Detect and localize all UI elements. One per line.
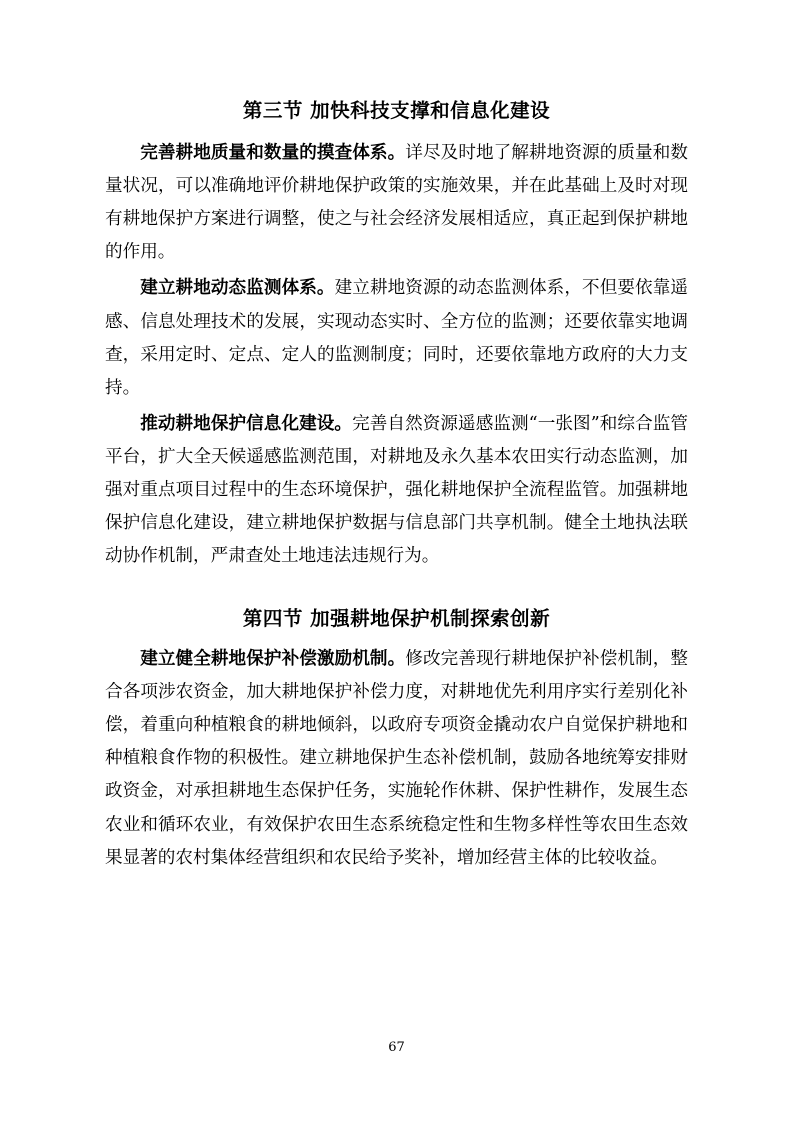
paragraph-3-body: 完善自然资源遥感监测“一张图”和综合监管平台，扩大全天候遥感监测范围，对耕地及永久基本农田实行动态监测，加强对重点项目过程中的生态环境保护，强化耕地保护全流程监管。加强耕地保护信息化建设，建立耕地保护数据与信息部门共享机制。健全土地执法联动协作机制，严肃查处土地违法违规行为。 xyxy=(105,413,688,566)
paragraph-1-lead: 完善耕地质量和数量的摸查体系。 xyxy=(140,142,406,164)
paragraph-3 xyxy=(105,407,688,573)
paragraph-3-lead: 推动耕地保护信息化建设。 xyxy=(140,412,353,434)
paragraph-1-body: 详尽及时地了解耕地资源的质量和数量状况，可以准确地评价耕地保护政策的实施效果，并在此基础上及时对现有耕地保护方案进行调整，使之与社会经济发展相适应，真正起到保护耕地的作用。 xyxy=(105,143,688,263)
paragraph-2-lead: 建立耕地动态监测体系。 xyxy=(140,277,335,299)
page-content xyxy=(105,95,688,877)
paragraph-4 xyxy=(105,642,688,874)
paragraph-1 xyxy=(105,136,688,269)
section-heading-4: 第四节 加强耕地保护机制探索创新 xyxy=(242,607,551,630)
paragraph-4-body: 修改完善现行耕地保护补偿机制，整合各项涉农资金，加大耕地保护补偿力度，对耕地优先利用序实行差别化补偿，着重向种植粮食的耕地倾斜，以政府专项资金撬动农户自觉保护耕地和种植粮食作物的积极性。建立耕地保护生态补偿机制，鼓励各地统筹安排财政资金，对承担耕地生态保护任务，实施轮作休耕、保护性耕作，发展生态农业和循环农业，有效保护农田生态系统稳定性和生物多样性等农田生态效果显著的农村集体经营组织和农民给予奖补，增加经营主体的比较收益。 xyxy=(105,649,688,868)
page-number: 67 xyxy=(388,1040,405,1055)
section-heading-3: 第三节 加快科技支撑和信息化建设 xyxy=(242,99,551,122)
paragraph-2 xyxy=(105,271,688,404)
paragraph-2-body: 建立耕地资源的动态监测体系，不但要依靠遥感、信息处理技术的发展，实现动态实时、全方位的监测；还要依靠实地调查，采用定时、定点、定人的监测制度；同时，还要依靠地方政府的大力支持。 xyxy=(105,278,688,398)
paragraph-4-lead: 建立健全耕地保护补偿激励机制。 xyxy=(140,648,406,670)
